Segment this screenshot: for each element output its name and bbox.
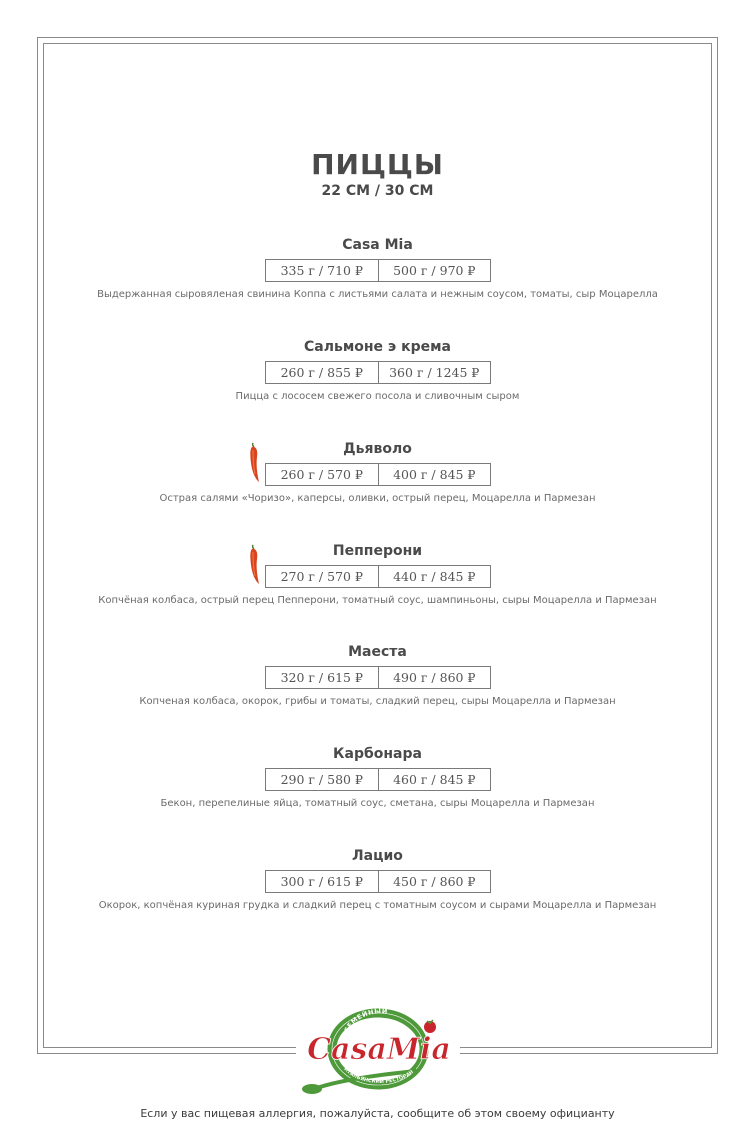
price-box [265, 361, 491, 384]
item-name: Дьяволо [343, 441, 412, 457]
item-description: Окорок, копчёная куриная грудка и сладкий перец с томатным соусом и сырами Моцарелла и Пармезан [98, 900, 657, 911]
item-description: Копчёная колбаса, острый перец Пепперони, томатный соус, шампиньоны, сыры Моцарелла и Пармезан [98, 595, 657, 606]
item-name: Casa Mia [342, 237, 413, 253]
item-description: Копченая колбаса, окорок, грибы и томаты, сладкий перец, сыры Моцарелла и Пармезан [139, 696, 616, 707]
price-large: 400 г / 845 ₽ [378, 464, 491, 485]
logo-top-text: СЕМЕЙНЫЙ [342, 1007, 389, 1034]
logo-bottom-text: ИТАЛЬЯНСКИЙ РЕСТОРАН [342, 1066, 415, 1085]
item-name: Сальмоне э крема [303, 339, 451, 355]
item-description: Пицца с лососем свежего посола и сливочным сыром [235, 391, 520, 402]
price-box [265, 463, 491, 486]
price-large: 450 г / 860 ₽ [378, 871, 491, 892]
item-description: Выдержанная сыровяленая свинина Коппа с листьями салата и нежным соусом, томаты, сыр Моцарелла [97, 289, 658, 300]
allergy-note: Если у вас пищевая аллергия, пожалуйста, сообщите об этом своему официанту [140, 1107, 615, 1120]
price-large: 360 г / 1245 ₽ [378, 362, 491, 383]
price-small: 260 г / 855 ₽ [280, 365, 363, 380]
item-description: Бекон, перепелиные яйца, томатный соус, сметана, сыры Моцарелла и Пармезан [160, 798, 595, 809]
menu-item [0, 848, 755, 928]
item-description: Острая салями «Чоризо», каперсы, оливки, острый перец, Моцарелла и Пармезан [159, 493, 596, 504]
item-name: Пепперони [332, 543, 423, 559]
page-subtitle: 22 СМ / 30 СМ [321, 183, 434, 199]
price-large: 490 г / 860 ₽ [378, 667, 491, 688]
price-small: 300 г / 615 ₽ [280, 874, 363, 889]
menu-item [0, 746, 755, 826]
price-small: 320 г / 615 ₽ [280, 670, 363, 685]
price-small: 260 г / 570 ₽ [280, 467, 363, 482]
price-box [265, 870, 491, 893]
price-small: 290 г / 580 ₽ [280, 772, 363, 787]
price-small: 270 г / 570 ₽ [280, 569, 363, 584]
item-name: Лацио [352, 848, 403, 864]
price-large: 440 г / 845 ₽ [378, 566, 491, 587]
logo-wordmark: CasaMia [307, 1032, 451, 1067]
item-name: Маеста [348, 644, 407, 660]
price-box [265, 666, 491, 689]
menu-item [0, 339, 755, 419]
menu-item [0, 441, 755, 521]
menu-item [0, 237, 755, 317]
price-small: 335 г / 710 ₽ [280, 263, 363, 278]
page-title: ПИЦЦЫ [311, 148, 444, 181]
menu-item [0, 543, 755, 623]
price-large: 460 г / 845 ₽ [378, 769, 491, 790]
menu-item [0, 644, 755, 724]
price-large: 500 г / 970 ₽ [378, 260, 491, 281]
casa-mia-logo [296, 1003, 460, 1095]
price-box [265, 768, 491, 791]
item-name: Карбонара [333, 746, 422, 762]
price-box [265, 565, 491, 588]
price-box [265, 259, 491, 282]
